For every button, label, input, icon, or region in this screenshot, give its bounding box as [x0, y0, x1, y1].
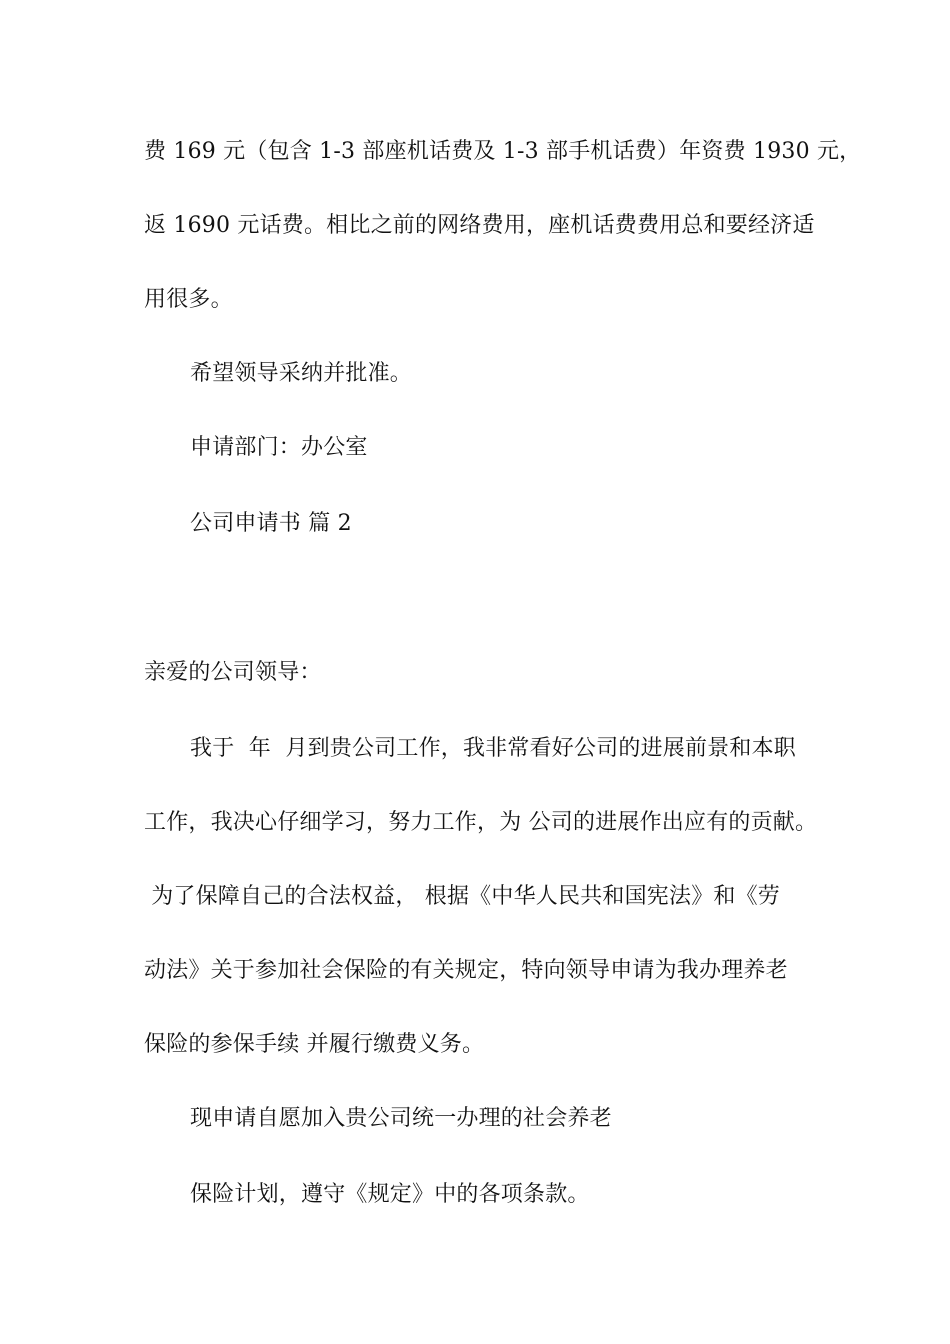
request-approval-line: 希望领导采纳并批准。	[190, 361, 413, 386]
paragraph-line-end: 用很多。	[144, 287, 233, 312]
paragraph-line-fees: 费 169 元（包含 1-3 部座机话费及 1-3 部手机话费）年资费 1930 元，	[144, 139, 862, 164]
body-line-4: 动法》关于参加社会保险的有关规定，特向领导申请为我办理养老	[144, 958, 788, 983]
body-line-1: 我于 年 月到贵公司工作，我非常看好公司的进展前景和本职	[190, 736, 796, 761]
body-line-2: 工作，我决心仔细学习，努力工作，为 公司的进展作出应有的贡献。	[144, 810, 818, 835]
body-line-7: 保险计划，遵守《规定》中的各项条款。	[190, 1182, 590, 1207]
salutation: 亲爱的公司领导：	[144, 660, 322, 685]
body-line-6: 现申请自愿加入贵公司统一办理的社会养老	[190, 1106, 612, 1131]
body-line-3: 为了保障自己的合法权益， 根据《中华人民共和国宪法》和《劳	[144, 884, 780, 909]
section-heading: 公司申请书 篇 2	[190, 511, 352, 536]
applicant-department: 申请部门：办公室	[190, 435, 368, 460]
paragraph-line-rebate: 返 1690 元话费。相比之前的网络费用，座机话费费用总和要经济适	[144, 213, 815, 238]
body-line-5: 保险的参保手续 并履行缴费义务。	[144, 1032, 485, 1057]
